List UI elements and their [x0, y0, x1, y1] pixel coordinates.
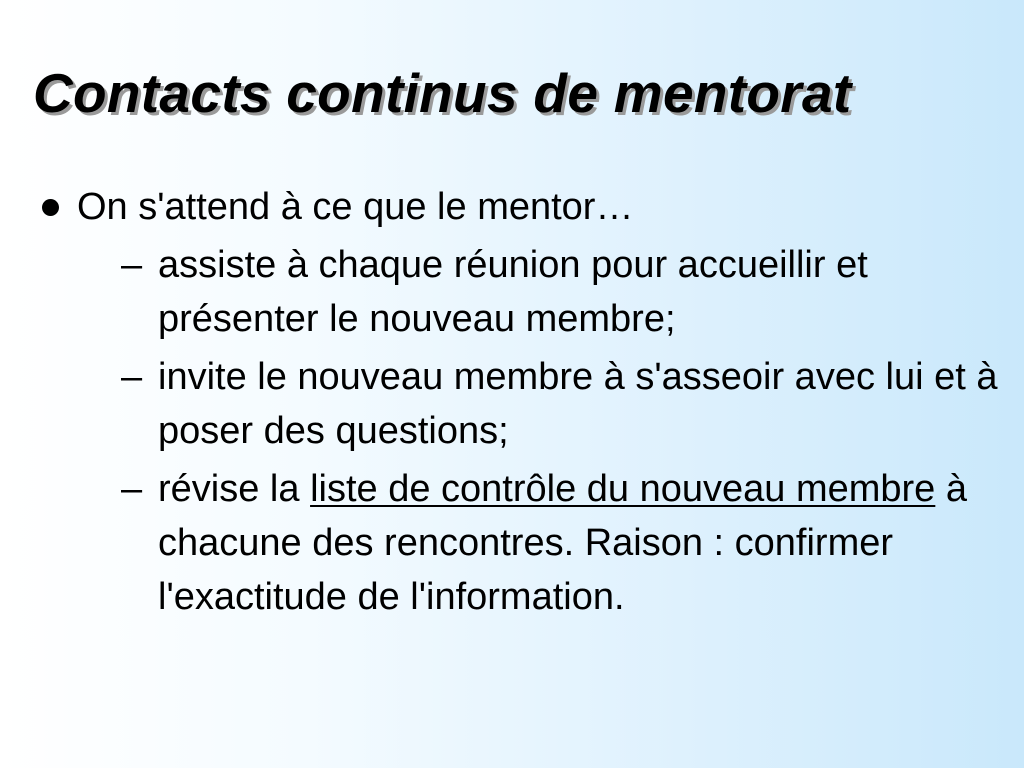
sub-item-2 [121, 350, 1008, 458]
sub-item-1 [121, 238, 988, 346]
sub-item-text: assiste à chaque réunion pour accueillir et présenter le nouveau membre; [158, 244, 868, 340]
sub-item-text: invite le nouveau membre à s'asseoir avec lui et à poser des questions; [158, 356, 998, 452]
sub-item-3 [121, 462, 988, 624]
dash-marker: – [121, 468, 143, 510]
dash-marker: – [121, 356, 143, 398]
bullet-text: On s'attend à ce que le mentor… [77, 186, 634, 228]
bullet-dot-icon [42, 199, 59, 216]
dash-marker: – [121, 244, 143, 286]
sub-item-text-before: révise la [158, 468, 311, 510]
slide-body [38, 180, 998, 628]
slide-title: Contacts continus de mentorat [33, 62, 852, 124]
checklist-link[interactable]: liste de contrôle du nouveau membre [310, 468, 936, 510]
bullet-item [38, 180, 998, 234]
sub-item-text-after: à chacune des rencontres. Raison : confirmer l'exactitude de l'information. [158, 468, 968, 618]
